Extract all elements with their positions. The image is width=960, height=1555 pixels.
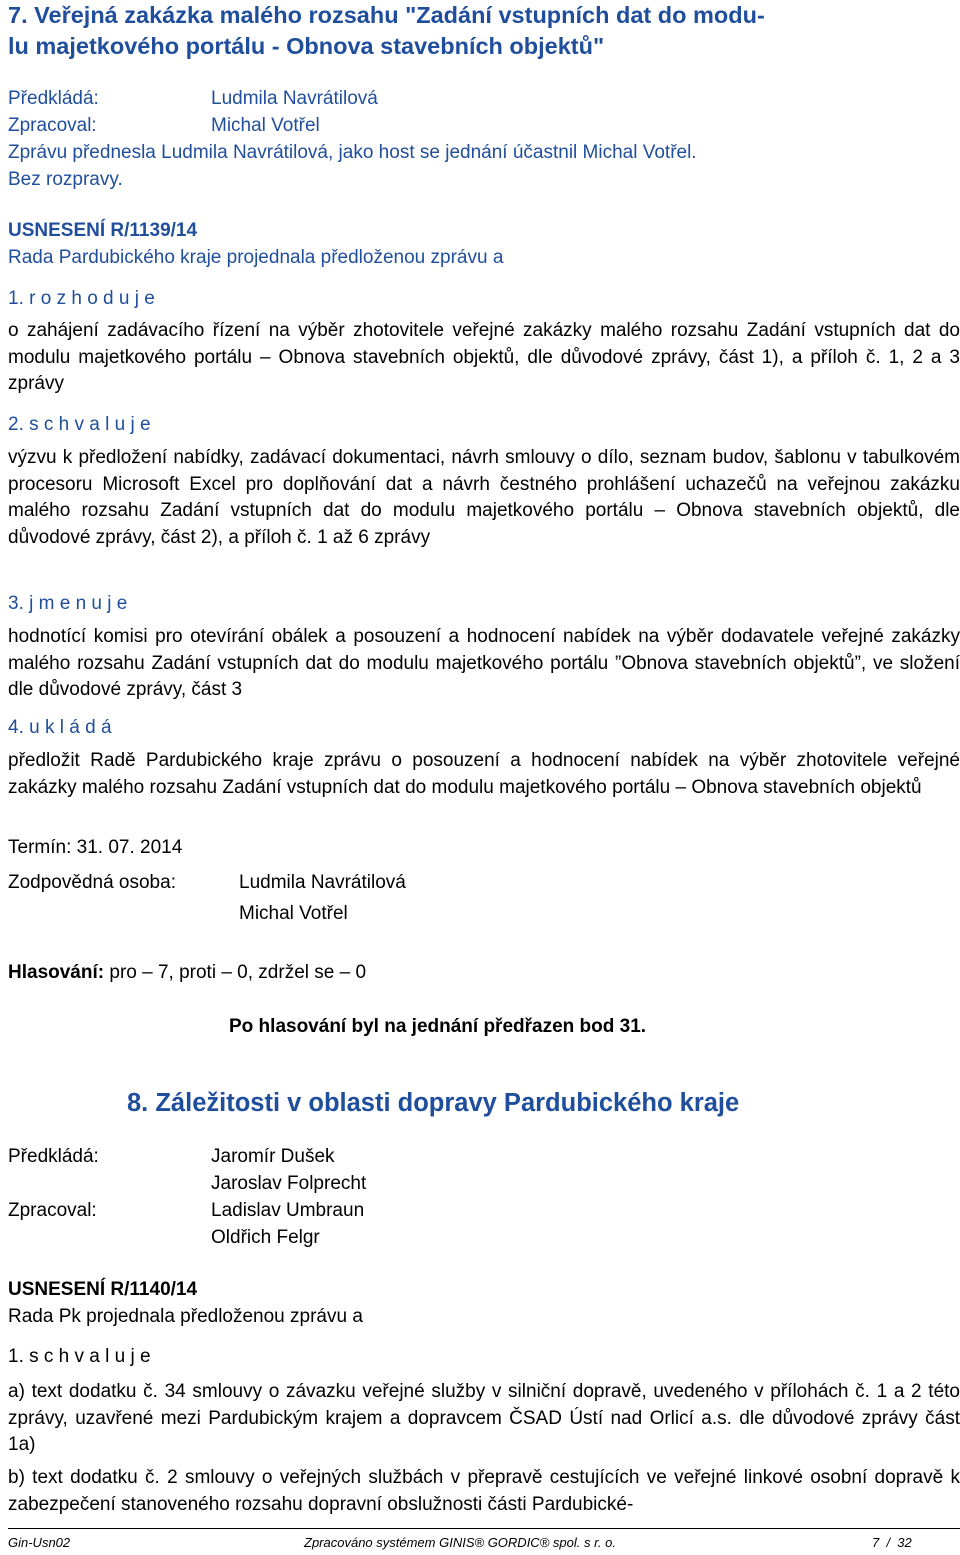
s8-resolution-intro: Rada Pk projednala předloženou zprávu a: [8, 1306, 363, 1327]
section8-title: 8. Záležitosti v oblasti dopravy Pardubického kraje: [127, 1089, 740, 1117]
item1-heading: 1. r o z h o d u j e: [8, 288, 155, 309]
item3-heading: 3. j m e n u j e: [8, 593, 128, 614]
deadline: Termín: 31. 07. 2014: [8, 837, 183, 858]
resolution-intro: Rada Pardubického kraje projednala předloženou zprávu a: [8, 247, 504, 268]
resolution-id: USNESENÍ R/1139/14: [8, 220, 198, 241]
predklada-value: Ludmila Navrátilová: [211, 88, 378, 109]
item4-heading: 4. u k l á d á: [8, 717, 112, 738]
responsible-person-2: Michal Votřel: [239, 903, 348, 924]
s8-resolution-id: USNESENÍ R/1140/14: [8, 1279, 198, 1300]
vote-result: [8, 962, 366, 984]
s8-predklada-label: Předkládá:: [8, 1146, 99, 1167]
item2-heading: 2. s c h v a l u j e: [8, 414, 151, 435]
footer-left: Gin-Usn02: [8, 1535, 71, 1550]
item4-text: předložit Radě Pardubického kraje zprávu o posouzení a hodnocení nabídek na výběr zhotovitele veřejné zakázky malého rozsahu Zadání vstupních dat do modulu majetkového portálu – Obnova stavebních objektů: [8, 750, 960, 798]
section-title-line-1: 7. Veřejná zakázka malého rozsahu "Zadání vstupních dat do modu-: [8, 2, 765, 28]
footer-divider: [8, 1528, 960, 1529]
item1-text: o zahájení zadávacího řízení na výběr zhotovitele veřejné zakázky malého rozsahu Zadání vstupních dat do modulu majetkového portálu – Obnova stavebních objektů, dle důvodové zprávy, část 1), a příloh č. 1, 2 a 3 zprávy: [8, 320, 960, 394]
section-title-line-2: lu majetkového portálu - Obnova stavebních objektů": [8, 33, 605, 59]
presented-note: Zprávu přednesla Ludmila Navrátilová, jako host se jednání účastnil Michal Votřel.: [8, 142, 697, 163]
s8-person-1: Jaromír Dušek: [211, 1146, 335, 1167]
item2-text: výzvu k předložení nabídky, zadávací dokumentaci, návrh smlouvy o dílo, seznam budov, šablonu v tabulkovém procesoru Microsoft Excel pro doplňování dat a návrh čestného prohlášení uchazečů na veřejnou zakázku malého rozsahu Zadání vstupních dat do modulu majetkového portálu – Obnova stavebních objektů, dle důvodové zprávy, část 2), a příloh č. 1 až 6 zprávy: [8, 447, 960, 548]
s8-person-4: Oldřich Felgr: [211, 1227, 320, 1248]
s8-item1-heading: 1. s c h v a l u j e: [8, 1346, 151, 1367]
responsible-label: Zodpovědná osoba:: [8, 872, 176, 893]
zpracoval-value: Michal Votřel: [211, 115, 320, 136]
predklada-label: Předkládá:: [8, 88, 99, 109]
s8-person-3: Ladislav Umbraun: [211, 1200, 365, 1221]
s8-person-2: Jaroslav Folprecht: [211, 1173, 367, 1194]
vote-label: Hlasování:: [8, 962, 105, 983]
footer-center: Zpracováno systémem GINIS® GORDIC® spol. s r. o.: [304, 1535, 616, 1550]
responsible-person-1: Ludmila Navrátilová: [239, 872, 406, 893]
vote-value: pro – 7, proti – 0, zdržel se – 0: [109, 962, 367, 983]
zpracoval-label: Zpracoval:: [8, 115, 97, 136]
no-debate-note: Bez rozpravy.: [8, 169, 123, 190]
item3-text: hodnotící komisi pro otevírání obálek a posouzení a hodnocení nabídek na výběr dodavatele veřejné zakázky malého rozsahu Zadání vstupních dat do modulu majetkového portálu ”Obnova stavebních objektů”, ve složení dle důvodové zprávy, část 3: [8, 626, 960, 700]
footer-page-number: 7 / 32: [872, 1535, 912, 1550]
s8-item-b: b) text dodatku č. 2 smlouvy o veřejných službách v přepravě cestujících ve veřejné linkové osobní dopravě k zabezpečení stanoveného rozsahu dopravní obslužnosti části Pardubické-: [8, 1467, 960, 1515]
s8-item-a: a) text dodatku č. 34 smlouvy o závazku veřejné služby v silniční dopravě, uvedeného v přílohách č. 1 a 2 této zprávy, uzavřené mezi Pardubickým krajem a dopravcem ČSAD Ústí nad Orlicí a.s. dle důvodové zprávy část 1a): [8, 1381, 960, 1455]
after-vote-note: Po hlasování byl na jednání předřazen bod 31.: [229, 1016, 647, 1037]
s8-zpracoval-label: Zpracoval:: [8, 1200, 97, 1221]
